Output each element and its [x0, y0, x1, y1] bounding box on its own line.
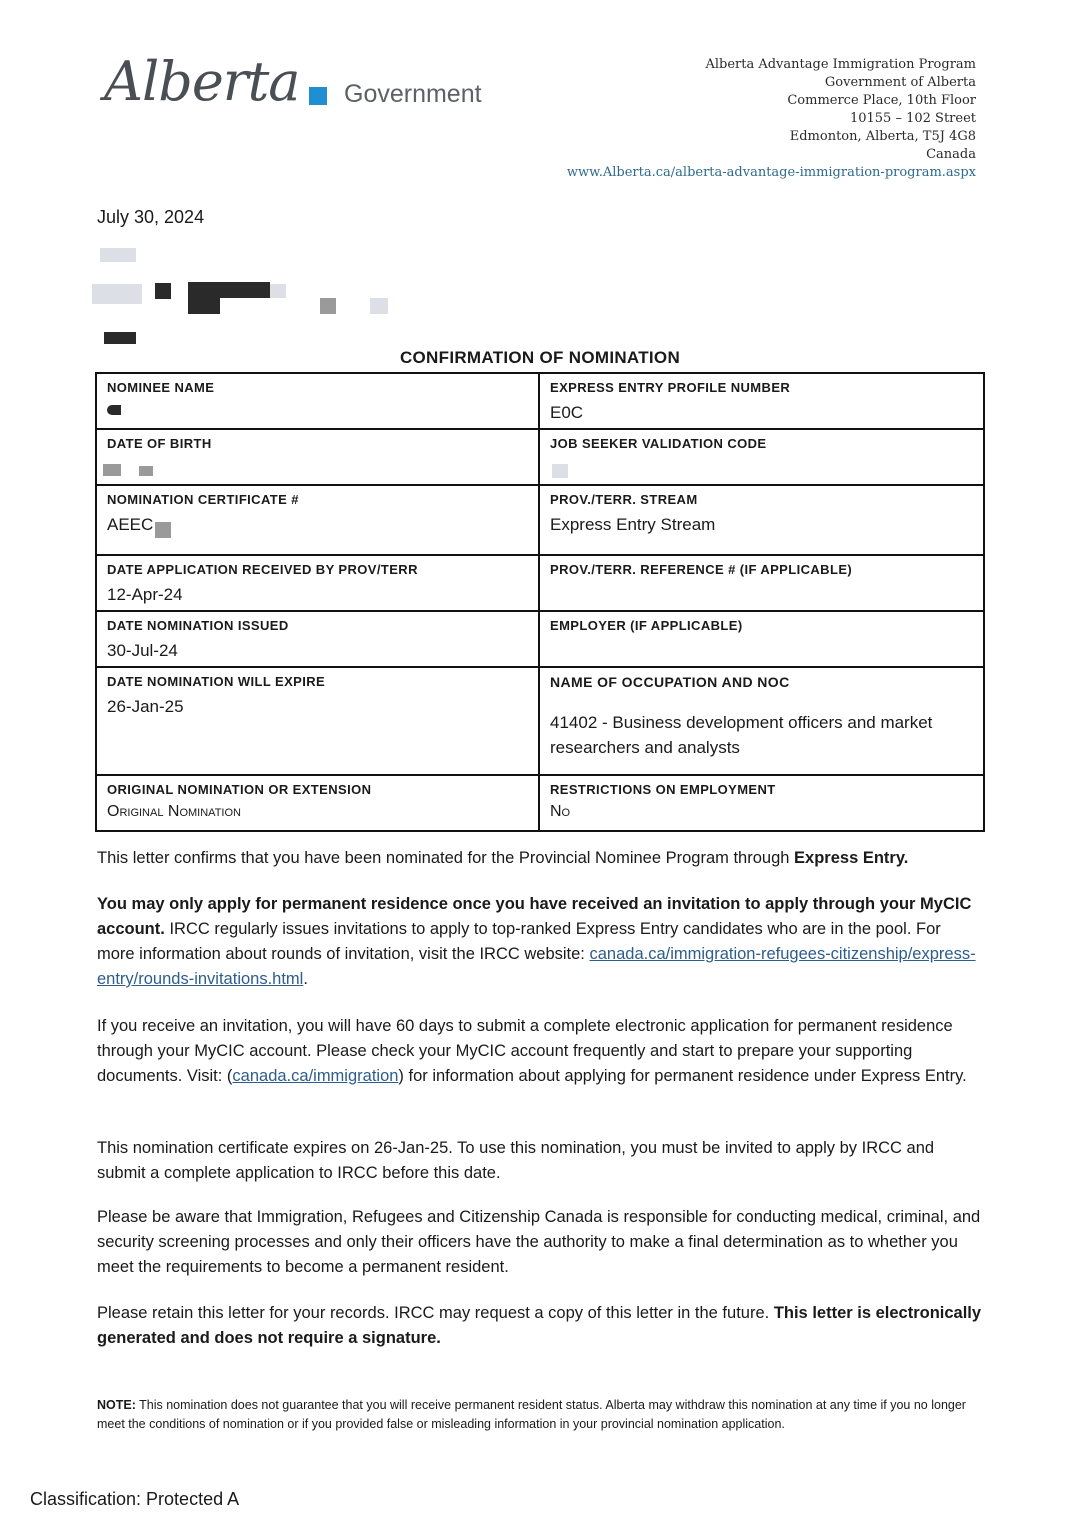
address-line: Canada: [926, 147, 976, 162]
paragraph-text: Please retain this letter for your records. IRCC may request a copy of this letter in the future.: [97, 1304, 774, 1322]
table-row: [97, 774, 983, 830]
address-line: Edmonton, Alberta, T5J 4G8: [789, 129, 976, 144]
rounds-invitations-link[interactable]: canada.ca/immigration-refugees-citizenship/express-entry/rounds-invitations.html: [97, 945, 976, 988]
letter-date: July 30, 2024: [97, 207, 205, 227]
redacted-value: [552, 464, 568, 478]
table-row: [97, 484, 983, 554]
stream-cell: [540, 486, 983, 554]
restrictions-value: No: [550, 803, 571, 820]
original-extension-cell: [97, 776, 540, 830]
invitation-paragraph: [97, 1014, 982, 1089]
date-received-cell: [97, 556, 540, 610]
paragraph-bold-text: Express Entry.: [794, 849, 909, 867]
paragraph-text: IRCC regularly issues invitations to apply to top-ranked Express Entry candidates who are in the pool. For more information about rounds of invitation, visit the IRCC website:: [97, 920, 941, 963]
logo-script-text: Alberta: [104, 50, 300, 113]
note-text: This nomination does not guarantee that you will receive permanent resident status. Alberta may withdraw this nomination at any time if you no longer meet the conditions of nomination or if you provided false or misleading information in your provincial nomination application.: [97, 1398, 966, 1431]
date-expire-cell: [97, 668, 540, 774]
date-received-label: DATE APPLICATION RECEIVED BY PROV/TERR: [107, 562, 418, 577]
redacted-value: [155, 522, 171, 538]
note-section: [97, 1396, 982, 1434]
document-title: CONFIRMATION OF NOMINATION: [399, 348, 681, 367]
original-value: Original Nomination: [107, 803, 241, 820]
screening-paragraph: Please be aware that Immigration, Refugees and Citizenship Canada is responsible for conducting medical, criminal, and security screening processes and only their officers have the authority to make a final determination as to whether you meet the requirements to become a permanent resident.: [97, 1208, 981, 1276]
reference-label: PROV./TERR. REFERENCE # (IF APPLICABLE): [550, 562, 853, 577]
express-entry-label: EXPRESS ENTRY PROFILE NUMBER: [550, 380, 791, 395]
stream-label: PROV./TERR. STREAM: [550, 492, 698, 507]
occupation-label: NAME OF OCCUPATION AND NOC: [550, 674, 790, 690]
occupation-value: 41402 - Business development officers and market researchers and analysts: [550, 713, 933, 757]
nomination-details-table: [95, 372, 985, 832]
employer-cell: [540, 612, 983, 666]
paragraph-bold-text: You may only apply for permanent residence once you have received an invitation to apply through your MyCIC account.: [97, 895, 972, 938]
redacted-value: [103, 464, 121, 476]
paragraph-text: ) for information about applying for permanent residence under Express Entry.: [398, 1067, 967, 1085]
retain-letter-paragraph: [97, 1301, 982, 1351]
employer-label: EMPLOYER (IF APPLICABLE): [550, 618, 743, 633]
paragraph-bold-text: This letter is electronically generated and does not require a signature.: [97, 1304, 982, 1347]
address-line: Alberta Advantage Immigration Program: [705, 57, 976, 72]
date-issued-cell: [97, 612, 540, 666]
nominee-name-label: NOMINEE NAME: [107, 380, 215, 395]
note-label: NOTE:: [97, 1398, 136, 1412]
table-row: [97, 610, 983, 666]
date-issued-value: 30-Jul-24: [107, 641, 178, 660]
dob-label: DATE OF BIRTH: [107, 436, 212, 451]
stream-value: Express Entry Stream: [550, 515, 716, 534]
program-website-link[interactable]: www.Alberta.ca/alberta-advantage-immigration-program.aspx: [566, 165, 976, 180]
certificate-label: NOMINATION CERTIFICATE #: [107, 492, 299, 507]
expiry-paragraph: This nomination certificate expires on 26-Jan-25. To use this nomination, you must be invited to apply by IRCC and submit a complete application to IRCC before this date.: [97, 1139, 935, 1182]
classification-label: Classification: Protected A: [30, 1489, 240, 1509]
table-row: [97, 428, 983, 484]
table-row: [97, 666, 983, 774]
job-seeker-cell: [540, 430, 983, 484]
logo-government-text: Government: [344, 80, 482, 108]
date-expire-label: DATE NOMINATION WILL EXPIRE: [107, 674, 326, 689]
confirmation-paragraph: [97, 846, 982, 871]
redacted-value: [107, 405, 121, 415]
express-entry-profile-cell: [540, 374, 983, 428]
restrictions-label: RESTRICTIONS ON EMPLOYMENT: [550, 782, 776, 797]
canada-immigration-link[interactable]: canada.ca/immigration: [232, 1067, 399, 1085]
address-line: 10155 – 102 Street: [849, 111, 976, 126]
apply-paragraph: [97, 892, 982, 992]
occupation-cell: [540, 668, 983, 774]
original-label: ORIGINAL NOMINATION OR EXTENSION: [107, 782, 372, 797]
express-entry-value: E0C: [550, 403, 584, 422]
restrictions-cell: [540, 776, 983, 830]
logo-accent-square: [309, 87, 327, 105]
alberta-government-logo: [104, 50, 494, 130]
date-expire-value: 26-Jan-25: [107, 697, 184, 716]
certificate-value: AEEC: [107, 515, 154, 534]
paragraph-text: .: [303, 970, 308, 988]
nominee-name-cell: [97, 374, 540, 428]
paragraph-text: This letter confirms that you have been nominated for the Provincial Nominee Program through: [97, 849, 795, 867]
table-row: [97, 554, 983, 610]
reference-cell: [540, 556, 983, 610]
table-row: [97, 374, 983, 428]
address-line: Commerce Place, 10th Floor: [787, 93, 976, 108]
nomination-certificate-cell: [97, 486, 540, 554]
date-issued-label: DATE NOMINATION ISSUED: [107, 618, 289, 633]
paragraph-text: If you receive an invitation, you will have 60 days to submit a complete electronic application for permanent residence through your MyCIC account. Please check your MyCIC account frequently and start to prepare your supporting documents. Visit: (: [97, 1017, 953, 1085]
sender-address: [567, 56, 976, 182]
date-of-birth-cell: [97, 430, 540, 484]
job-seeker-label: JOB SEEKER VALIDATION CODE: [550, 436, 767, 451]
address-line: Government of Alberta: [824, 75, 976, 90]
date-received-value: 12-Apr-24: [107, 585, 183, 604]
